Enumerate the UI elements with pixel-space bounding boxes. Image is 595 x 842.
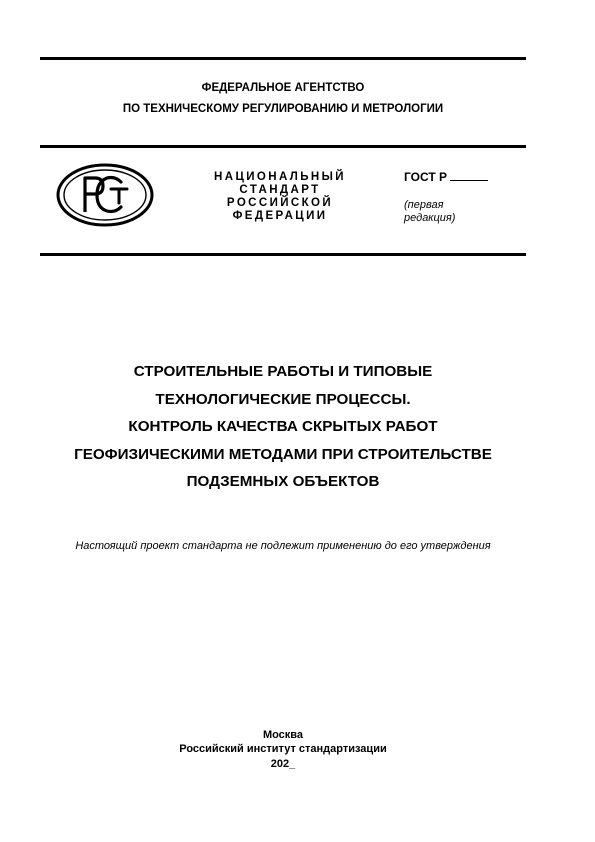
top-rule <box>40 57 526 60</box>
edition-note <box>404 199 455 225</box>
agency-name-line-2: ПО ТЕХНИЧЕСКОМУ РЕГУЛИРОВАНИЮ И МЕТРОЛОГИИ <box>122 103 444 115</box>
footer-publisher: Российский институт стандартизации <box>179 743 387 755</box>
gost-number-blank <box>450 170 488 181</box>
national-label-4: ФЕДЕРАЦИИ <box>232 210 328 222</box>
title-line-4: ГЕОФИЗИЧЕСКИМИ МЕТОДАМИ ПРИ СТРОИТЕЛЬСТВЕ <box>74 445 492 463</box>
header-rule <box>40 145 526 148</box>
title-line-5: ПОДЗЕМНЫХ ОБЪЕКТОВ <box>186 473 380 490</box>
footer-year: 202_ <box>270 758 296 770</box>
gost-number <box>404 170 488 184</box>
national-label-2: СТАНДАРТ <box>239 184 321 196</box>
national-label-1: НАЦИОНАЛЬНЫЙ <box>214 171 346 183</box>
title-line-3: КОНТРОЛЬ КАЧЕСТВА СКРЫТЫХ РАБОТ <box>128 418 438 435</box>
gost-logo <box>55 162 155 233</box>
title-line-2: ТЕХНОЛОГИЧЕСКИЕ ПРОЦЕССЫ. <box>155 390 411 408</box>
footer-city: Москва <box>262 729 304 741</box>
edition-line-2: редакция) <box>404 212 456 224</box>
document-title <box>40 358 526 496</box>
gost-r-certification-mark-icon <box>55 162 155 228</box>
edition-line-1: (первая <box>404 199 444 211</box>
national-label-3: РОССИЙСКОЙ <box>226 197 334 209</box>
gost-prefix: ГОСТ Р <box>404 170 448 184</box>
block-bottom-rule <box>40 253 526 256</box>
draft-notice: Настоящий проект стандарта не подлежит применению до его утверждения <box>75 540 491 552</box>
agency-name-line-1: ФЕДЕРАЛЬНОЕ АГЕНТСТВО <box>201 82 365 94</box>
title-line-1: СТРОИТЕЛЬНЫЕ РАБОТЫ И ТИПОВЫЕ <box>133 363 433 380</box>
